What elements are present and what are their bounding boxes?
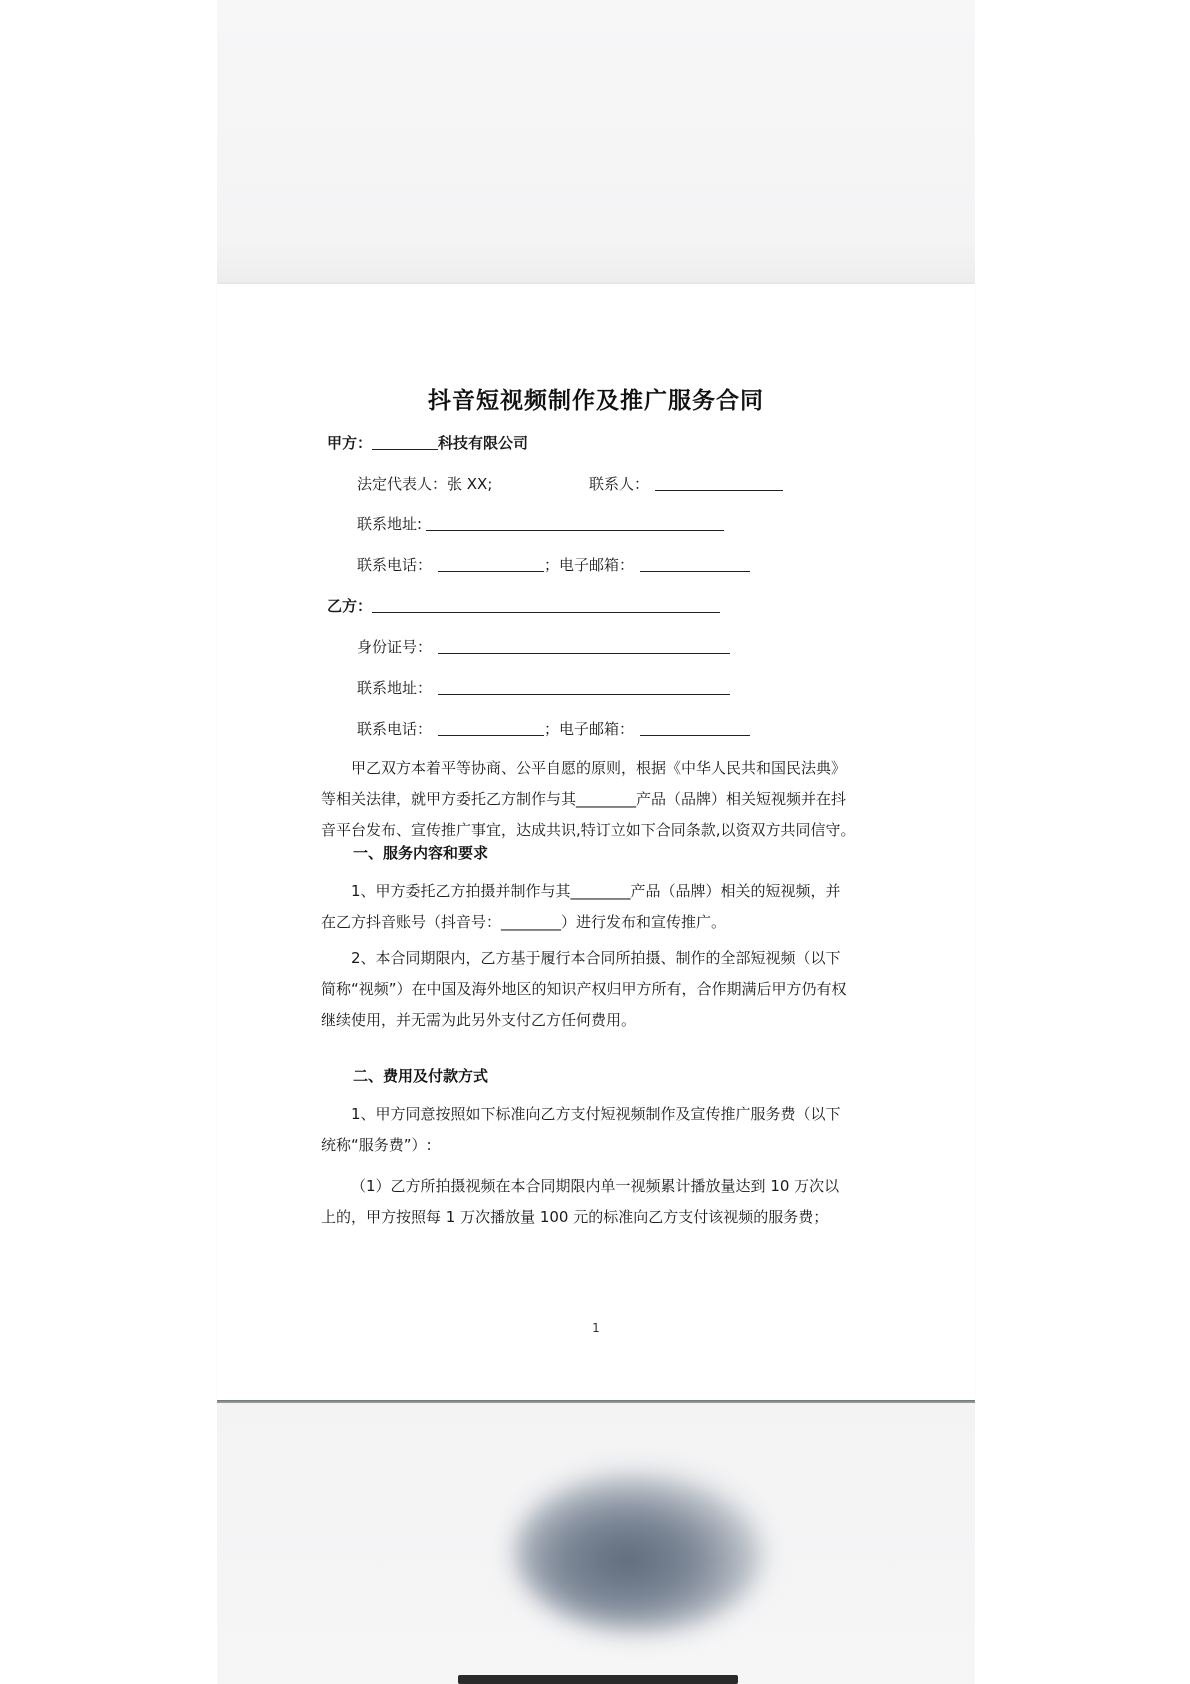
preamble-paragraph — [321, 753, 875, 846]
party-b-phone-row — [357, 718, 750, 739]
party-a-address-label: 联系地址: — [357, 515, 423, 533]
party-a-phone-blank — [438, 556, 544, 572]
party-b-address-blank — [438, 679, 730, 695]
section-1-clause-2 — [321, 943, 875, 1036]
party-a-name-blank — [372, 434, 438, 450]
party-a-legal-rep: 法定代表人：张 XX; — [357, 475, 493, 493]
party-b-id-blank — [438, 638, 730, 654]
party-b-email-blank — [640, 720, 750, 736]
party-a-address-row — [357, 513, 724, 534]
clause-line: 统称“服务费”）: — [321, 1136, 432, 1154]
bottom-dark-strip — [458, 1675, 738, 1684]
party-b-label: 乙方： — [327, 597, 373, 615]
party-a-row — [327, 432, 528, 453]
clause-line: 1、甲方委托乙方拍摄并制作与其________产品（品牌）相关的短视频，并 — [351, 882, 841, 900]
party-a-contact-blank — [655, 475, 783, 491]
clause-line: 上的，甲方按照每 1 万次播放量 100 元的标准向乙方支付该视频的服务费； — [321, 1208, 829, 1226]
preamble-line: 甲乙双方本着平等协商、公平自愿的原则，根据《中华人民共和国民法典》 — [351, 759, 847, 777]
party-a-company-suffix: 科技有限公司 — [438, 434, 529, 452]
party-b-separator: ； — [544, 720, 560, 738]
preamble-line: 音平台发布、宣传推广事宜，达成共识,特订立如下合同条款,以资双方共同信守。 — [321, 821, 856, 839]
party-a-email-label: 电子邮箱： — [559, 556, 635, 574]
party-b-id-label: 身份证号： — [357, 638, 433, 656]
party-a-address-blank — [426, 515, 724, 531]
section-1-heading: 一、服务内容和要求 — [353, 844, 489, 862]
clause-line: （1）乙方所拍摄视频在本合同期限内单一视频累计播放量达到 10 万次以 — [351, 1177, 840, 1195]
preamble-line: 等相关法律，就甲方委托乙方制作与其________产品（品牌）相关短视频并在抖 — [321, 790, 847, 808]
document-page — [217, 284, 975, 1400]
party-a-phone-row — [357, 554, 750, 575]
party-b-address-row — [357, 677, 730, 698]
section-2-heading: 二、费用及付款方式 — [353, 1067, 489, 1085]
clause-line: 2、本合同期限内，乙方基于履行本合同所拍摄、制作的全部短视频（以下 — [351, 949, 841, 967]
contract-title: 抖音短视频制作及推广服务合同 — [428, 388, 764, 414]
party-b-id-row — [357, 636, 730, 657]
party-a-phone-label: 联系电话： — [357, 556, 433, 574]
section-2-clause-1-item-1 — [321, 1171, 875, 1233]
clause-line: 1、甲方同意按照如下标准向乙方支付短视频制作及宣传推广服务费（以下 — [351, 1105, 841, 1123]
party-a-label: 甲方： — [327, 434, 373, 452]
party-b-address-label: 联系地址： — [357, 679, 433, 697]
clause-line: 在乙方抖音账号（抖音号：________）进行发布和宣传推广。 — [321, 913, 727, 931]
party-a-contact-row — [589, 473, 783, 494]
section-2-clause-1 — [321, 1099, 875, 1161]
blurred-redaction — [515, 1472, 765, 1632]
party-a-contact-label: 联系人： — [589, 475, 650, 493]
party-b-email-label: 电子邮箱： — [559, 720, 635, 738]
party-b-phone-label: 联系电话： — [357, 720, 433, 738]
party-b-name-blank — [372, 597, 720, 613]
party-a-separator: ； — [544, 556, 560, 574]
section-1-clause-1 — [321, 876, 875, 938]
previous-page-area — [217, 0, 975, 284]
party-b-phone-blank — [438, 720, 544, 736]
party-a-email-blank — [640, 556, 750, 572]
page-number: 1 — [592, 1321, 600, 1335]
clause-line: 简称“视频”）在中国及海外地区的知识产权归甲方所有，合作期满后甲方仍有权 — [321, 980, 847, 998]
clause-line: 继续使用，并无需为此另外支付乙方任何费用。 — [321, 1011, 637, 1029]
party-b-row — [327, 595, 720, 616]
